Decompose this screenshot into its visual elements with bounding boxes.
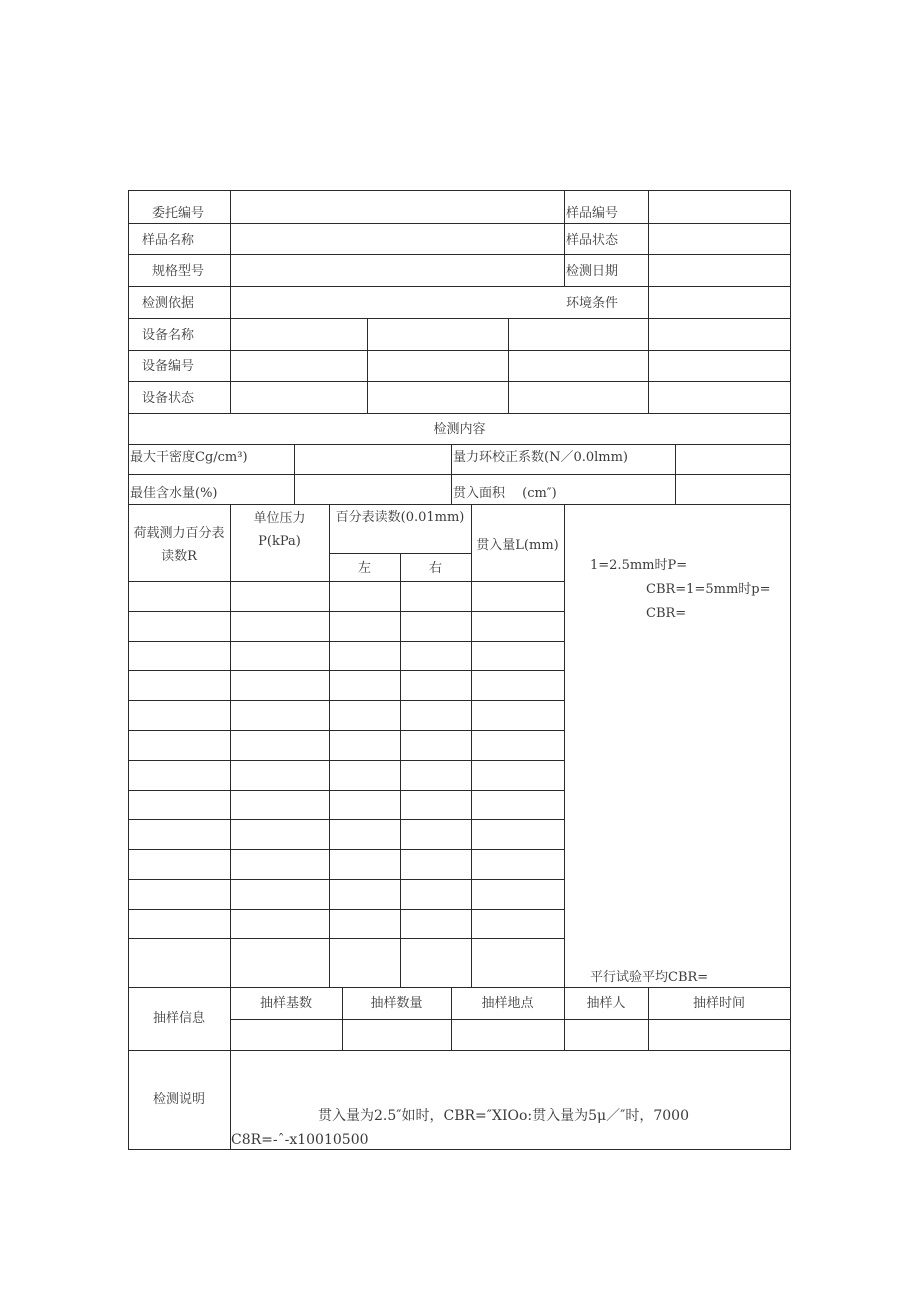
entrust-no-label: 委托编号 [152, 206, 205, 221]
col-right: 右 [428, 561, 442, 576]
col-line [564, 504, 565, 988]
col-line [675, 444, 676, 505]
table-row-line [128, 938, 564, 939]
spec-model-label: 规格型号 [152, 264, 205, 279]
row-line [128, 223, 791, 224]
table-row-line [128, 581, 564, 582]
col-line [648, 190, 649, 414]
row-line [128, 318, 791, 319]
test-notes-label: 检测说明 [152, 1092, 205, 1107]
row-line [128, 350, 791, 351]
result-cbr-5mm: CBR=1=5mm时p= [646, 582, 771, 597]
test-content-title: 检测内容 [433, 422, 486, 437]
row-line [128, 254, 791, 255]
row-line [128, 1050, 791, 1051]
equipment-state-label: 设备状态 [142, 391, 195, 406]
row-line [128, 504, 791, 505]
table-row-line [128, 670, 564, 671]
row-line [128, 413, 791, 414]
sampling-base-header: 抽样基数 [259, 996, 312, 1011]
table-row-line [128, 700, 564, 701]
col-dial-reading: 百分表读数(0.01mm) [335, 510, 465, 525]
col-line [564, 190, 565, 287]
result-cbr: CBR= [646, 606, 687, 621]
col-line [451, 444, 452, 505]
sampling-location-header: 抽样地点 [481, 996, 534, 1011]
optimum-moisture-label: 最佳含水量(%) [130, 486, 218, 501]
col-unit-pressure-line2: P(kPa) [258, 534, 301, 549]
col-line [471, 504, 472, 988]
sample-name-label: 样品名称 [142, 233, 195, 248]
ring-coefficient-label: 量力环校正系数(N／0.0lmm) [453, 450, 629, 465]
row-line [128, 987, 791, 988]
penetration-area-label: 贯入面积 (cm″) [453, 486, 557, 501]
table-row-line [128, 849, 564, 850]
sample-state-label: 样品状态 [566, 233, 619, 248]
col-line [230, 504, 231, 988]
parallel-average-cbr: 平行试验平均CBR= [590, 970, 709, 985]
col-line [367, 318, 368, 414]
sample-no-label: 样品编号 [566, 206, 619, 221]
table-row-line [128, 611, 564, 612]
table-row-line [128, 641, 564, 642]
table-row-line [128, 760, 564, 761]
sampling-person-header: 抽样人 [586, 996, 626, 1011]
col-load-reading-line2: 读数R [161, 549, 197, 564]
border-top [128, 190, 791, 191]
col-penetration: 贯入量L(mm) [476, 538, 559, 553]
equipment-name-label: 设备名称 [142, 328, 195, 343]
cbr-formula-line1: 贯入量为2.5″如时，CBR=″XIOo:贯入量为5μ／″时，7000 [318, 1108, 689, 1124]
result-2-5mm: 1=2.5mm时P= [590, 558, 688, 573]
equipment-number-label: 设备编号 [142, 359, 195, 374]
sampling-split-line [230, 1019, 791, 1020]
col-load-reading-line1: 荷载测力百分表 [133, 526, 225, 541]
test-date-label: 检测日期 [566, 264, 619, 279]
row-line [128, 286, 791, 287]
border-right [790, 190, 791, 1150]
sampling-info-label: 抽样信息 [152, 1011, 205, 1026]
cbr-formula-line2: C8R=-ˆ-x10010500 [231, 1132, 369, 1148]
table-row-line [128, 819, 564, 820]
border-bottom [128, 1149, 791, 1150]
col-line [294, 444, 295, 505]
table-row-line [128, 730, 564, 731]
max-dry-density-label: 最大干密度Cg/cm³) [130, 450, 248, 465]
table-row-line [128, 879, 564, 880]
col-left: 左 [357, 561, 371, 576]
border-left [128, 190, 129, 1150]
col-line [400, 553, 401, 988]
test-basis-label: 检测依据 [142, 296, 195, 311]
col-unit-pressure-line1: 单位压力 [253, 511, 306, 526]
table-row-line [128, 790, 564, 791]
row-line [128, 444, 791, 445]
sampling-quantity-header: 抽样数量 [370, 996, 423, 1011]
col-line [508, 318, 509, 414]
row-line [128, 381, 791, 382]
env-conditions-label: 环境条件 [566, 296, 619, 311]
sampling-time-header: 抽样时间 [692, 996, 745, 1011]
col-line [230, 190, 231, 414]
table-row-line [128, 909, 564, 910]
row-line [128, 474, 791, 475]
